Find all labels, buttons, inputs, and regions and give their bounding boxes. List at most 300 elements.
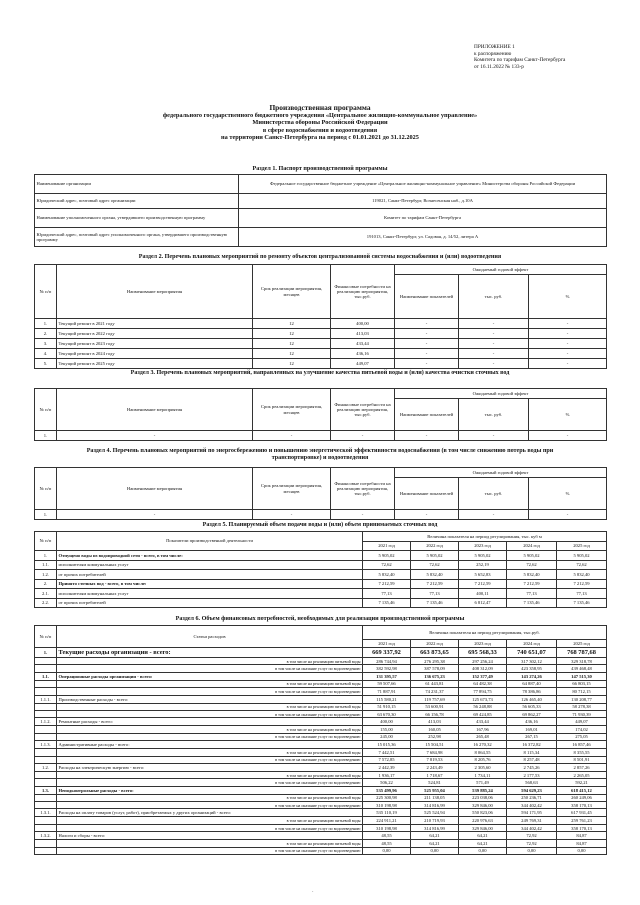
col-header: Срок реализации мероприятия, месяцев: [253, 468, 331, 510]
row-value: 63 670,30: [363, 710, 411, 717]
row-number: [35, 847, 57, 854]
row-label: Ремонтные расходы - всего:: [57, 718, 363, 726]
row-value: 66 803,15: [557, 680, 607, 687]
cell: -: [395, 431, 459, 441]
year-header: 2023 год: [459, 542, 507, 551]
row-value: 225 300,98: [363, 794, 411, 801]
row-value: 5 832,40: [507, 570, 557, 580]
table-row: [35, 688, 607, 695]
cell: -: [395, 329, 459, 339]
cell: 433,44: [331, 339, 395, 349]
row-number: [35, 817, 57, 824]
col-header: Срок реализации мероприятия, месяцев: [253, 265, 331, 319]
row-value: 5 832,40: [411, 570, 459, 580]
row-value: 61 443,81: [411, 680, 459, 687]
section-6-title: Раздел 6. Объем финансовых потребностей, необходимых для реализации производственной программы: [175, 616, 465, 622]
table-row: [35, 779, 607, 786]
row-value: 5 905,02: [363, 551, 411, 561]
table-row: [35, 319, 607, 329]
row-number: [35, 733, 57, 740]
row-value: 7 212,59: [507, 579, 557, 589]
row-value: 568,63: [507, 779, 557, 786]
row-value: 64 887,40: [507, 680, 557, 687]
row-value: 58 278,38: [557, 703, 607, 710]
cell: Текущий ремонт в 2023 году: [57, 339, 253, 349]
row-value: 449,07: [557, 718, 607, 726]
cell: 12: [253, 359, 331, 369]
page-dot: ·: [312, 890, 314, 895]
row-value: 7 819,53: [411, 756, 459, 763]
col-header: Наименование мероприятия: [57, 389, 253, 431]
col-header: тыс. руб.: [459, 399, 529, 431]
appendix-line: ПРИЛОЖЕНИЕ 1: [474, 44, 515, 50]
row-label: Операционные расходы организации - всего:: [57, 672, 363, 680]
year-header: 2022 год: [411, 640, 459, 648]
section-2-title: Раздел 2. Перечень плановых мероприятий по ремонту объектов централизованной системы водоснабжения и (или) водоотведения: [138, 254, 502, 260]
year-header: 2025 год: [557, 542, 607, 551]
cell: 2.: [35, 329, 57, 339]
table-row: [35, 847, 607, 854]
row-value: 69 424,85: [459, 710, 507, 717]
year-header: 2022 год: [411, 542, 459, 551]
col-header: Ожидаемый годовой эффект: [395, 389, 607, 399]
row-value: 125 673,73: [459, 695, 507, 703]
row-value: 16 270,32: [459, 741, 507, 749]
table-row: [35, 703, 607, 710]
cell: 4.: [35, 349, 57, 359]
cell: -: [459, 319, 529, 329]
row-value: 64,21: [459, 840, 507, 847]
row-value: 387 578,09: [411, 665, 459, 672]
table-row: [35, 749, 607, 756]
row-number: [35, 703, 57, 710]
row-value: 297 256,24: [459, 658, 507, 665]
row-value: 0,00: [411, 847, 459, 854]
row-value: 400,11: [459, 589, 507, 599]
row-value: 72,92: [507, 840, 557, 847]
row-value: 72,62: [507, 560, 557, 570]
row-value: 15 015,36: [363, 741, 411, 749]
col-header: %: [529, 399, 607, 431]
row-value: 8 115,34: [507, 749, 557, 756]
cell: -: [395, 359, 459, 369]
row-value: 77,13: [411, 589, 459, 599]
row-number: 1.3.: [35, 786, 57, 794]
row-value: 119 757,69: [411, 695, 459, 703]
row-value: 7 135,46: [557, 598, 607, 608]
row-value: 2 243,49: [411, 763, 459, 771]
row-value: 413,03: [411, 718, 459, 726]
row-value: 7 442,51: [363, 749, 411, 756]
col-header: тыс. руб.: [459, 478, 529, 510]
row-value: 2 442,39: [363, 763, 411, 771]
year-header: 2021 год: [363, 542, 411, 551]
row-label: в том числе на оказание услуг по водоотведению: [57, 665, 363, 672]
row-value: 53 600,91: [411, 703, 459, 710]
row-value: 358 170,13: [557, 824, 607, 831]
row-number: 1.3.1.: [35, 809, 57, 817]
row-value: 344 402,42: [507, 824, 557, 831]
quality-table: [34, 388, 607, 441]
row-value: 48,55: [363, 832, 411, 840]
row-value: 7 212,59: [363, 579, 411, 589]
cell: 12: [253, 349, 331, 359]
col-header: %: [529, 275, 607, 319]
row-label: Расходы на оплату товаров (услуг, работ), приобретаемых у других организаций - всего:: [57, 809, 363, 817]
passport-value: Федеральное государственное бюджетное учреждение «Центральное жилищно-коммунальное управление» Министерства обороны Российской Федерации: [239, 175, 607, 194]
row-value: 358 170,13: [557, 802, 607, 809]
row-value: 252,19: [459, 560, 507, 570]
table-row: [35, 648, 607, 658]
row-value: 252,98: [411, 733, 459, 740]
cell: 3.: [35, 339, 57, 349]
year-header: 2023 год: [459, 640, 507, 648]
cell: Текущий ремонт в 2024 году: [57, 349, 253, 359]
cell: -: [529, 349, 607, 359]
col-header: Ожидаемый годовой эффект: [395, 265, 607, 275]
row-value: 669 337,92: [363, 648, 411, 658]
row-number: [35, 756, 57, 763]
col-header: Показатели производственной деятельности: [57, 532, 363, 551]
cell: 12: [253, 319, 331, 329]
row-value: 267,15: [507, 733, 557, 740]
cell: 12: [253, 339, 331, 349]
row-value: 7 135,46: [507, 598, 557, 608]
row-label: Текущие расходы организации - всего:: [57, 648, 363, 658]
row-label: в том числе на оказание услуг по водоотведению: [57, 733, 363, 740]
row-value: 618 415,12: [557, 786, 607, 794]
table-row: [35, 786, 607, 794]
cell: -: [57, 510, 253, 520]
cell: 449,07: [331, 359, 395, 369]
cell: 400,00: [331, 319, 395, 329]
row-number: 1.: [35, 648, 57, 658]
row-value: 56 248,88: [459, 703, 507, 710]
cell: Текущий ремонт в 2021 году: [57, 319, 253, 329]
row-value: 152 377,49: [459, 672, 507, 680]
section-4-title: Раздел 4. Перечень плановых мероприятий по энергосбережению и повышению энергетической эффективности водоснабжения (в том числе снижению потерь воды при транспортировке) и водоотведения: [86, 448, 554, 461]
row-label: в том числе на реализацию питьевой воды: [57, 703, 363, 710]
row-number: [35, 779, 57, 786]
title-line: в сфере водоснабжения и водоотведения: [262, 126, 378, 134]
row-value: 5 905,02: [507, 551, 557, 561]
row-value: 80 712,15: [557, 688, 607, 695]
row-value: 72,92: [507, 832, 557, 840]
row-value: 525 524,94: [411, 809, 459, 817]
row-value: 136 675,23: [411, 672, 459, 680]
passport-key: Юридический адрес, почтовый адрес уполномоченного органа, утвердившего производственную программу: [35, 228, 239, 247]
cell: -: [529, 339, 607, 349]
row-value: 314 816,99: [411, 824, 459, 831]
table-row: [35, 726, 607, 733]
row-number: 1.1.3.: [35, 741, 57, 749]
row-value: 51 910,15: [363, 703, 411, 710]
col-header: Наименование мероприятия: [57, 468, 253, 510]
table-row: [35, 570, 607, 580]
row-value: 382 592,98: [363, 665, 411, 672]
cell: -: [253, 431, 331, 441]
row-value: 147 515,30: [557, 672, 607, 680]
appendix-block: [474, 44, 565, 70]
row-number: [35, 710, 57, 717]
row-value: 740 651,07: [507, 648, 557, 658]
col-header: Статьи расходов: [57, 626, 363, 648]
row-value: 439 468,48: [557, 665, 607, 672]
row-label: Производственные расходы - всего:: [57, 695, 363, 703]
table-row: [35, 431, 607, 441]
row-number: 2.: [35, 579, 57, 589]
table-row: [35, 510, 607, 520]
row-label: в том числе на реализацию питьевой воды: [57, 749, 363, 756]
table-row: [35, 771, 607, 778]
row-label: Расходы на электрическую энергию - всего:: [57, 763, 363, 771]
row-label: в том числе на оказание услуг по водоотведению: [57, 847, 363, 854]
row-value: 64 482,38: [459, 680, 507, 687]
table-row: [35, 579, 607, 589]
row-value: 0,00: [363, 847, 411, 854]
col-header: Величина показателя на период регулирования, тыс.руб.: [363, 626, 607, 640]
row-label: Административные расходы - всего:: [57, 741, 363, 749]
row-value: 77,13: [557, 589, 607, 599]
row-number: [35, 726, 57, 733]
row-value: 174,02: [557, 726, 607, 733]
row-value: 535 110,19: [363, 809, 411, 817]
col-header: № п/п: [35, 389, 57, 431]
passport-key: Наименование организации: [35, 175, 239, 194]
row-value: 275,05: [557, 733, 607, 740]
table-row: [35, 763, 607, 771]
row-value: 224 911,21: [363, 817, 411, 824]
col-header: Наименование показателей: [395, 399, 459, 431]
row-label: в том числе на реализацию питьевой воды: [57, 680, 363, 687]
table-row: [35, 329, 607, 339]
row-label: в том числе на реализацию питьевой воды: [57, 840, 363, 847]
table-row: [35, 824, 607, 831]
col-header: Наименование мероприятия: [57, 265, 253, 319]
row-value: 524,81: [411, 779, 459, 786]
row-value: 535 499,96: [363, 786, 411, 794]
document-title: [40, 104, 600, 142]
row-label: исполнителям коммунальных услуг: [57, 560, 363, 570]
row-value: 525 955,04: [411, 786, 459, 794]
row-label: Принято сточных вод - всего, в том числе:: [57, 579, 363, 589]
cell: 12: [253, 329, 331, 339]
row-value: 7 212,59: [557, 579, 607, 589]
finance-table: [34, 625, 607, 855]
row-value: 64,21: [411, 832, 459, 840]
row-value: 265,48: [459, 733, 507, 740]
col-header: Финансовые потребности на реализацию мероприятия, тыс.руб.: [331, 468, 395, 510]
row-number: [35, 840, 57, 847]
volume-table: [34, 531, 607, 608]
row-value: 77 894,75: [459, 688, 507, 695]
table-row: [35, 741, 607, 749]
row-label: в том числе на реализацию питьевой воды: [57, 794, 363, 801]
row-value: 1 718,67: [411, 771, 459, 778]
row-value: 143 274,26: [507, 672, 557, 680]
title-main: Производственная программа: [269, 103, 371, 112]
appendix-line: Комитета по тарифам Санкт-Петербурга: [474, 57, 566, 64]
cell: -: [529, 510, 607, 520]
table-row: [35, 665, 607, 672]
table-row: [35, 551, 607, 561]
title-line: на территории Санкт-Петербурга на период с 01.01.2021 до 31.12.2025: [221, 134, 419, 142]
cell: -: [331, 431, 395, 441]
cell: -: [395, 319, 459, 329]
table-row: [35, 802, 607, 809]
row-value: 2 745,26: [507, 763, 557, 771]
cell: 1.: [35, 510, 57, 520]
table-row: [35, 809, 607, 817]
row-value: 2 177,53: [507, 771, 557, 778]
row-label: в том числе на реализацию питьевой воды: [57, 771, 363, 778]
row-value: 433,44: [459, 718, 507, 726]
row-value: 663 873,65: [411, 648, 459, 658]
section-1-title: Раздел 1. Паспорт производственной программы: [252, 166, 388, 172]
row-value: 259 761,23: [557, 817, 607, 824]
cell: -: [331, 510, 395, 520]
row-value: 160,05: [411, 726, 459, 733]
row-number: 1.1.1.: [35, 695, 57, 703]
row-value: 1 734,11: [459, 771, 507, 778]
row-value: 167,96: [459, 726, 507, 733]
row-number: [35, 794, 57, 801]
row-value: 126 465,40: [507, 695, 557, 703]
row-value: 344 402,42: [507, 802, 557, 809]
row-label: Неподконтрольные расходы - всего:: [57, 786, 363, 794]
row-value: 0,00: [507, 847, 557, 854]
col-header: Наименование показателей: [395, 275, 459, 319]
row-value: 16 372,82: [507, 741, 557, 749]
row-value: 5 652,83: [459, 570, 507, 580]
col-header: № п/п: [35, 626, 57, 648]
row-value: 169,01: [507, 726, 557, 733]
row-number: 1.2.: [35, 763, 57, 771]
row-value: 539 885,24: [459, 786, 507, 794]
row-value: 6 812,47: [459, 598, 507, 608]
row-label: в том числе на реализацию питьевой воды: [57, 817, 363, 824]
row-number: [35, 802, 57, 809]
table-row: [35, 817, 607, 824]
cell: Текущий ремонт в 2025 году: [57, 359, 253, 369]
table-row: [35, 349, 607, 359]
row-value: 5 905,02: [459, 551, 507, 561]
row-label: в том числе на оказание услуг по водоотведению: [57, 824, 363, 831]
row-value: 260 249,06: [557, 794, 607, 801]
row-label: в том числе на оказание услуг по водоотведению: [57, 779, 363, 786]
row-value: 2 305,60: [459, 763, 507, 771]
row-value: 8 205,76: [459, 756, 507, 763]
year-header: 2024 год: [507, 640, 557, 648]
passport-value: 119021, Санкт-Петербург, Вознесенская наб., д.10А: [239, 194, 607, 209]
row-value: 594 171,95: [507, 809, 557, 817]
col-header: Срок реализации мероприятия, месяцев: [253, 389, 331, 431]
table-row: [35, 589, 607, 599]
row-value: 245,00: [363, 733, 411, 740]
row-value: 286 744,94: [363, 658, 411, 665]
row-value: 59 507,66: [363, 680, 411, 687]
row-value: 130 208,77: [557, 695, 607, 703]
row-label: в том числе на оказание услуг по водоотведению: [57, 756, 363, 763]
cell: -: [253, 510, 331, 520]
col-header: № п/п: [35, 265, 57, 319]
table-row: [35, 658, 607, 665]
col-header: Величина показателя на период регулирования, тыс. куб м: [363, 532, 607, 542]
row-number: 1.1.2.: [35, 718, 57, 726]
row-value: 8 064,55: [459, 749, 507, 756]
passport-value: 191013, Санкт-Петербург, ул. Садовая, д. 14/52, литера А: [239, 228, 607, 247]
table-row: [35, 598, 607, 608]
row-number: 1.: [35, 551, 57, 561]
row-value: 155,00: [363, 726, 411, 733]
row-number: [35, 771, 57, 778]
appendix-line: к распоряжению: [474, 50, 512, 57]
row-value: 223 038,06: [459, 794, 507, 801]
table-row: [35, 840, 607, 847]
row-number: 2.1.: [35, 589, 57, 599]
row-value: 7 684,98: [411, 749, 459, 756]
section-5-title: Раздел 5. Планируемый объем подачи воды и (или) объем принимаемых сточных вод: [202, 522, 438, 528]
row-value: 8 501,91: [557, 756, 607, 763]
row-value: 317 302,12: [507, 658, 557, 665]
row-value: 66 156,78: [411, 710, 459, 717]
col-header: № п/п: [35, 468, 57, 510]
cell: -: [529, 319, 607, 329]
title-line: Министерства обороны Российской Федерации: [252, 119, 388, 127]
row-value: 84,87: [557, 832, 607, 840]
row-value: 408 312,09: [459, 665, 507, 672]
table-row: [35, 339, 607, 349]
row-value: 310 198,98: [363, 802, 411, 809]
cell: -: [459, 359, 529, 369]
cell: -: [57, 431, 253, 441]
table-row: [35, 718, 607, 726]
cell: -: [459, 329, 529, 339]
year-header: 2021 год: [363, 640, 411, 648]
cell: 5.: [35, 359, 57, 369]
row-label: в том числе на оказание услуг по водоотведению: [57, 710, 363, 717]
row-value: 695 568,33: [459, 648, 507, 658]
row-value: 2 857,26: [557, 763, 607, 771]
row-value: 617 931,45: [557, 809, 607, 817]
row-value: 436,16: [507, 718, 557, 726]
table-row: [35, 733, 607, 740]
col-header: Ожидаемый годовой эффект: [395, 468, 607, 478]
row-value: 1 936,17: [363, 771, 411, 778]
cell: -: [395, 510, 459, 520]
cell: -: [459, 349, 529, 359]
appendix-line: от 16.11.2022 № 133-р: [474, 63, 524, 70]
row-value: 329 318,78: [557, 658, 607, 665]
passport-table: [34, 174, 607, 247]
row-value: 423 358,95: [507, 665, 557, 672]
row-value: 5 832,40: [363, 570, 411, 580]
table-row: [35, 672, 607, 680]
row-value: 329 846,00: [459, 824, 507, 831]
row-value: 78 386,86: [507, 688, 557, 695]
row-value: 0,00: [557, 847, 607, 854]
row-value: 310 198,98: [363, 824, 411, 831]
row-value: 5 905,02: [557, 551, 607, 561]
row-value: 7 135,46: [411, 598, 459, 608]
table-row: [35, 680, 607, 687]
col-header: Наименование показателей: [395, 478, 459, 510]
col-header: № п/п: [35, 532, 57, 551]
cell: -: [459, 431, 529, 441]
row-number: 1.1.: [35, 672, 57, 680]
row-label: Отпущено воды из водопроводной сети - всего, в том числе:: [57, 551, 363, 561]
row-value: 71 887,91: [363, 688, 411, 695]
